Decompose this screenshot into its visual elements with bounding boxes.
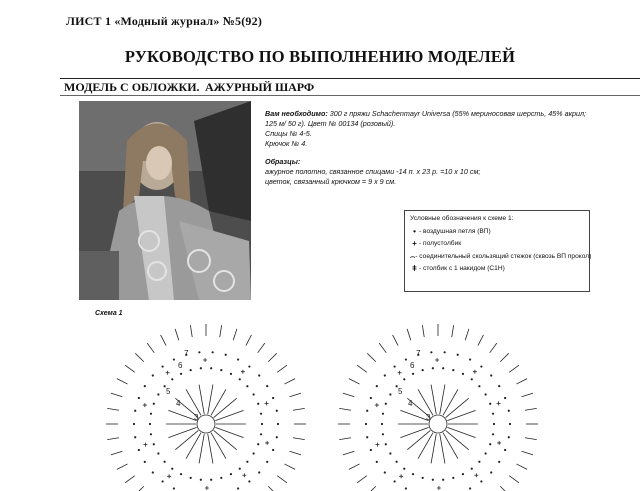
- stitch-post: [349, 464, 360, 469]
- chain-dot: [471, 468, 473, 470]
- chain-dot: [432, 479, 434, 481]
- single-crochet-mark: [375, 403, 379, 407]
- chain-dot: [469, 358, 471, 360]
- chain-dot: [230, 373, 232, 375]
- chain-dot: [133, 423, 135, 425]
- single-crochet-mark: [399, 474, 403, 478]
- chain-dot: [365, 423, 367, 425]
- stitch-post: [516, 379, 527, 384]
- single-crochet-mark: [205, 486, 209, 490]
- chain-dot: [394, 480, 396, 482]
- chain-dot: [498, 461, 500, 463]
- chain-dot: [260, 413, 262, 415]
- chain-dot: [452, 369, 454, 371]
- single-crochet-mark: [398, 371, 402, 375]
- stitch-post: [277, 365, 287, 372]
- stitch-post: [111, 393, 122, 397]
- single-crochet-mark: [265, 441, 269, 445]
- chain-dot: [478, 461, 480, 463]
- legend-title: Условные обозначения к схеме 1:: [410, 215, 514, 222]
- stitch-post: [175, 329, 179, 340]
- stitch-post: [490, 343, 497, 353]
- chain-dot: [180, 373, 182, 375]
- chain-dot: [422, 369, 424, 371]
- round-number: 3: [194, 413, 199, 422]
- chain-dot: [150, 433, 152, 435]
- chain-dot: [442, 479, 444, 481]
- chain-dot: [200, 367, 202, 369]
- chain-dot: [489, 403, 491, 405]
- single-crochet-mark: [474, 473, 478, 477]
- single-crochet-mark: [143, 403, 147, 407]
- chain-dot: [237, 358, 239, 360]
- chain-dot: [190, 477, 192, 479]
- stitch-post: [214, 430, 237, 449]
- chain-dot: [405, 358, 407, 360]
- stitch-post: [186, 389, 201, 415]
- single-crochet-symbol: +: [412, 239, 417, 248]
- samples-line2: цветок, связанный крючком = 9 х 9 см.: [265, 177, 397, 186]
- chain-dot: [138, 449, 140, 451]
- stitch-post: [214, 398, 237, 417]
- motif-2: [338, 324, 538, 491]
- stitch-post: [349, 379, 360, 384]
- single-crochet-mark: [435, 358, 439, 362]
- legend-box: [404, 210, 590, 292]
- round-number: 7: [184, 349, 189, 358]
- stitch-post: [246, 335, 251, 346]
- stitch-post: [135, 486, 143, 491]
- stitch-post: [500, 486, 508, 491]
- legend-item: ⌢ - соединительный скользящий стежок (сквозь ВП прокол): [410, 251, 584, 264]
- chain-dot: [366, 436, 368, 438]
- chain-dot: [144, 385, 146, 387]
- chain-dot: [134, 436, 136, 438]
- chain-stitch-symbol: •: [413, 226, 416, 236]
- chain-dot: [190, 369, 192, 371]
- chain-dot: [257, 443, 259, 445]
- chain-dot: [220, 369, 222, 371]
- chain-dot: [389, 393, 391, 395]
- chain-dot: [276, 436, 278, 438]
- chain-dot: [489, 443, 491, 445]
- stitch-post: [268, 353, 276, 361]
- stitch-post: [339, 408, 351, 410]
- stitch-post: [293, 408, 305, 410]
- chain-dot: [260, 433, 262, 435]
- chain-dot: [152, 471, 154, 473]
- motif-1: [106, 324, 306, 491]
- stitch-post: [211, 389, 226, 415]
- single-crochet-mark: [203, 358, 207, 362]
- single-crochet-mark: [497, 441, 501, 445]
- double-crochet-symbol: ǂ: [412, 264, 417, 273]
- chain-dot: [230, 473, 232, 475]
- stitch-post: [199, 385, 204, 415]
- chain-dot: [385, 443, 387, 445]
- chain-dot: [396, 461, 398, 463]
- chain-dot: [382, 433, 384, 435]
- stitch-post: [220, 325, 222, 337]
- chain-dot: [173, 358, 175, 360]
- single-crochet-mark: [497, 401, 501, 405]
- chain-dot: [366, 410, 368, 412]
- chain-dot: [210, 479, 212, 481]
- stitch-post: [452, 325, 454, 337]
- single-crochet-mark: [167, 474, 171, 478]
- stitch-post: [233, 329, 237, 340]
- chain-dot: [258, 471, 260, 473]
- round-number: 6: [410, 361, 415, 370]
- chain-dot: [509, 423, 511, 425]
- chain-dot: [253, 393, 255, 395]
- stitch-post: [379, 343, 386, 353]
- chain-dot: [144, 461, 146, 463]
- stitch-post: [199, 434, 204, 464]
- chain-dot: [412, 373, 414, 375]
- chain-dot: [200, 479, 202, 481]
- chain-dot: [385, 403, 387, 405]
- chain-dot: [173, 487, 175, 489]
- chain-dot: [493, 423, 495, 425]
- chain-dot: [162, 365, 164, 367]
- chain-dot: [469, 487, 471, 489]
- chain-dot: [492, 413, 494, 415]
- stitch-post: [293, 438, 305, 440]
- chain-dot: [384, 471, 386, 473]
- round-number: 6: [178, 361, 183, 370]
- chain-dot: [134, 410, 136, 412]
- stitch-post: [522, 451, 533, 455]
- round-number: 4: [408, 399, 413, 408]
- chain-dot: [248, 480, 250, 482]
- chain-dot: [376, 461, 378, 463]
- chain-dot: [394, 365, 396, 367]
- chain-dot: [422, 477, 424, 479]
- stitch-post: [400, 410, 428, 420]
- stitch-post: [343, 451, 354, 455]
- chain-dot: [257, 403, 259, 405]
- stitch-post: [215, 410, 243, 420]
- chain-dot: [246, 385, 248, 387]
- chain-dot: [504, 449, 506, 451]
- chain-dot: [462, 373, 464, 375]
- stitch-post: [211, 433, 226, 459]
- round-number: 7: [416, 349, 421, 358]
- stitch-post: [447, 427, 475, 437]
- single-crochet-mark: [265, 401, 269, 405]
- chain-dot: [370, 397, 372, 399]
- stitch-post: [357, 365, 367, 372]
- chain-dot: [153, 443, 155, 445]
- chain-dot: [164, 461, 166, 463]
- chain-dot: [485, 393, 487, 395]
- crochet-diagram: [98, 314, 588, 491]
- stitch-post: [525, 438, 537, 440]
- stitch-post: [418, 433, 433, 459]
- single-crochet-mark: [242, 473, 246, 477]
- stitch-post: [400, 427, 428, 437]
- divider: [60, 78, 640, 79]
- stitch-post: [522, 393, 533, 397]
- stitch-post: [443, 433, 458, 459]
- chain-dot: [508, 410, 510, 412]
- chain-dot: [504, 397, 506, 399]
- chain-dot: [403, 468, 405, 470]
- chain-dot: [490, 471, 492, 473]
- stitch-post: [117, 464, 128, 469]
- single-crochet-mark: [241, 370, 245, 374]
- stitch-post: [290, 393, 301, 397]
- stitch-post: [446, 430, 469, 449]
- stitch-post: [393, 335, 398, 346]
- stitch-post: [111, 451, 122, 455]
- chain-dot: [237, 487, 239, 489]
- stitch-post: [447, 410, 475, 420]
- center-ring: [197, 415, 215, 433]
- photo-illustration: [79, 101, 251, 300]
- chain-dot: [157, 452, 159, 454]
- chain-dot: [492, 433, 494, 435]
- chain-dot: [258, 374, 260, 376]
- chain-dot: [266, 461, 268, 463]
- chain-dot: [382, 413, 384, 415]
- stitch-post: [407, 329, 411, 340]
- chain-dot: [432, 367, 434, 369]
- stitch-post: [443, 389, 458, 415]
- stitch-post: [509, 476, 519, 483]
- needles-text: Спицы № 4-5.: [265, 129, 312, 138]
- stitch-post: [418, 389, 433, 415]
- stitch-post: [147, 343, 154, 353]
- stitch-post: [478, 335, 483, 346]
- chain-dot: [239, 468, 241, 470]
- page-title: РУКОВОДСТВО ПО ВЫПОЛНЕНИЮ МОДЕЛЕЙ: [124, 47, 516, 66]
- materials-label: Вам необходимо:: [265, 109, 328, 118]
- stitch-post: [465, 329, 469, 340]
- stitch-post: [258, 343, 265, 353]
- chain-dot: [152, 374, 154, 376]
- stitch-post: [367, 486, 375, 491]
- chain-dot: [485, 452, 487, 454]
- chain-dot: [171, 378, 173, 380]
- legend-item: • - воздушная петля (ВП): [410, 226, 584, 239]
- chain-dot: [480, 365, 482, 367]
- stitch-post: [117, 379, 128, 384]
- stitch-post: [208, 434, 213, 464]
- chain-dot: [157, 393, 159, 395]
- chain-dot: [384, 374, 386, 376]
- chain-dot: [162, 480, 164, 482]
- chain-dot: [376, 385, 378, 387]
- stitch-post: [277, 476, 287, 483]
- sheet-header: ЛИСТ 1 «Модный журнал» №5(92): [66, 14, 263, 28]
- stitch-post: [516, 464, 527, 469]
- chain-dot: [471, 378, 473, 380]
- stitch-post: [175, 430, 198, 449]
- stitch-post: [215, 427, 243, 437]
- samples-label: Образцы:: [265, 157, 301, 166]
- stitch-post: [135, 353, 143, 361]
- chain-dot: [389, 452, 391, 454]
- stitch-post: [509, 365, 519, 372]
- stitch-post: [208, 385, 213, 415]
- stitch-post: [343, 393, 354, 397]
- chain-dot: [508, 436, 510, 438]
- stitch-post: [525, 408, 537, 410]
- chain-dot: [138, 397, 140, 399]
- chain-dot: [180, 473, 182, 475]
- chain-dot: [430, 351, 432, 353]
- chain-dot: [412, 473, 414, 475]
- chain-dot: [220, 477, 222, 479]
- single-crochet-mark: [437, 486, 441, 490]
- chain-dot: [452, 477, 454, 479]
- divider: [60, 95, 640, 96]
- slip-stitch-symbol: ⌢: [410, 251, 416, 261]
- samples-line1: ажурное полотно, связанное спицами -14 п. х 23 р. =10 х 10 см;: [265, 167, 481, 176]
- chain-dot: [403, 378, 405, 380]
- chain-dot: [198, 351, 200, 353]
- stitch-post: [107, 438, 119, 440]
- chain-dot: [480, 480, 482, 482]
- stitch-post: [284, 379, 295, 384]
- single-crochet-mark: [375, 443, 379, 447]
- chain-dot: [149, 423, 151, 425]
- single-crochet-mark: [143, 443, 147, 447]
- chain-dot: [272, 449, 274, 451]
- stitch-post: [168, 427, 196, 437]
- chain-dot: [444, 351, 446, 353]
- chain-dot: [478, 385, 480, 387]
- stitch-post: [440, 385, 445, 415]
- stitch-post: [125, 476, 135, 483]
- round-number: 5: [398, 387, 403, 396]
- stitch-post: [168, 410, 196, 420]
- legend-item: ǂ - столбик с 1 накидом (С1Н): [410, 263, 584, 276]
- stitch-post: [422, 325, 424, 337]
- stitch-post: [107, 408, 119, 410]
- chain-dot: [498, 385, 500, 387]
- chain-dot: [370, 449, 372, 451]
- chain-dot: [212, 351, 214, 353]
- chain-dot: [272, 397, 274, 399]
- chain-dot: [246, 461, 248, 463]
- stitch-post: [186, 433, 201, 459]
- single-crochet-mark: [166, 371, 170, 375]
- chain-dot: [210, 367, 212, 369]
- chain-dot: [462, 473, 464, 475]
- chain-dot: [405, 487, 407, 489]
- cover-photo: [79, 101, 251, 300]
- stitch-post: [161, 335, 166, 346]
- chain-dot: [261, 423, 263, 425]
- single-crochet-mark: [473, 370, 477, 374]
- stitch-post: [367, 353, 375, 361]
- chain-dot: [442, 367, 444, 369]
- stitch-post: [407, 430, 430, 449]
- stitch-post: [431, 385, 436, 415]
- materials-text: 300 г пряжи Schachenmayr Universa (55% мериносовая шерсть, 45% акрил; 125 м/ 50 г). Цвет № 00134 (розовый).: [265, 109, 587, 128]
- stitch-post: [440, 434, 445, 464]
- stitch-post: [190, 325, 192, 337]
- stitch-post: [284, 464, 295, 469]
- chain-dot: [266, 385, 268, 387]
- materials-block: [265, 109, 595, 187]
- chain-dot: [150, 413, 152, 415]
- stitch-post: [431, 434, 436, 464]
- stitch-post: [268, 486, 276, 491]
- stitch-post: [290, 451, 301, 455]
- chain-dot: [276, 410, 278, 412]
- chain-dot: [381, 423, 383, 425]
- chain-dot: [277, 423, 279, 425]
- stitch-post: [125, 365, 135, 372]
- chain-dot: [490, 374, 492, 376]
- round-number: 3: [426, 413, 431, 422]
- chain-dot: [171, 468, 173, 470]
- stitch-post: [357, 476, 367, 483]
- chain-dot: [239, 378, 241, 380]
- center-ring: [429, 415, 447, 433]
- chain-dot: [253, 452, 255, 454]
- schema-label: Схема 1: [95, 310, 123, 317]
- chain-dot: [225, 354, 227, 356]
- model-name: АЖУРНЫЙ ШАРФ: [205, 80, 315, 94]
- model-heading: МОДЕЛЬ С ОБЛОЖКИ.: [64, 80, 200, 94]
- hook-text: Крючок № 4.: [265, 139, 308, 148]
- round-number: 5: [166, 387, 171, 396]
- chain-dot: [248, 365, 250, 367]
- chain-dot: [153, 403, 155, 405]
- stitch-post: [446, 398, 469, 417]
- chain-dot: [457, 354, 459, 356]
- stitch-post: [500, 353, 508, 361]
- stitch-post: [339, 438, 351, 440]
- round-number: 4: [176, 399, 181, 408]
- legend-item: + - полустолбик: [410, 238, 584, 251]
